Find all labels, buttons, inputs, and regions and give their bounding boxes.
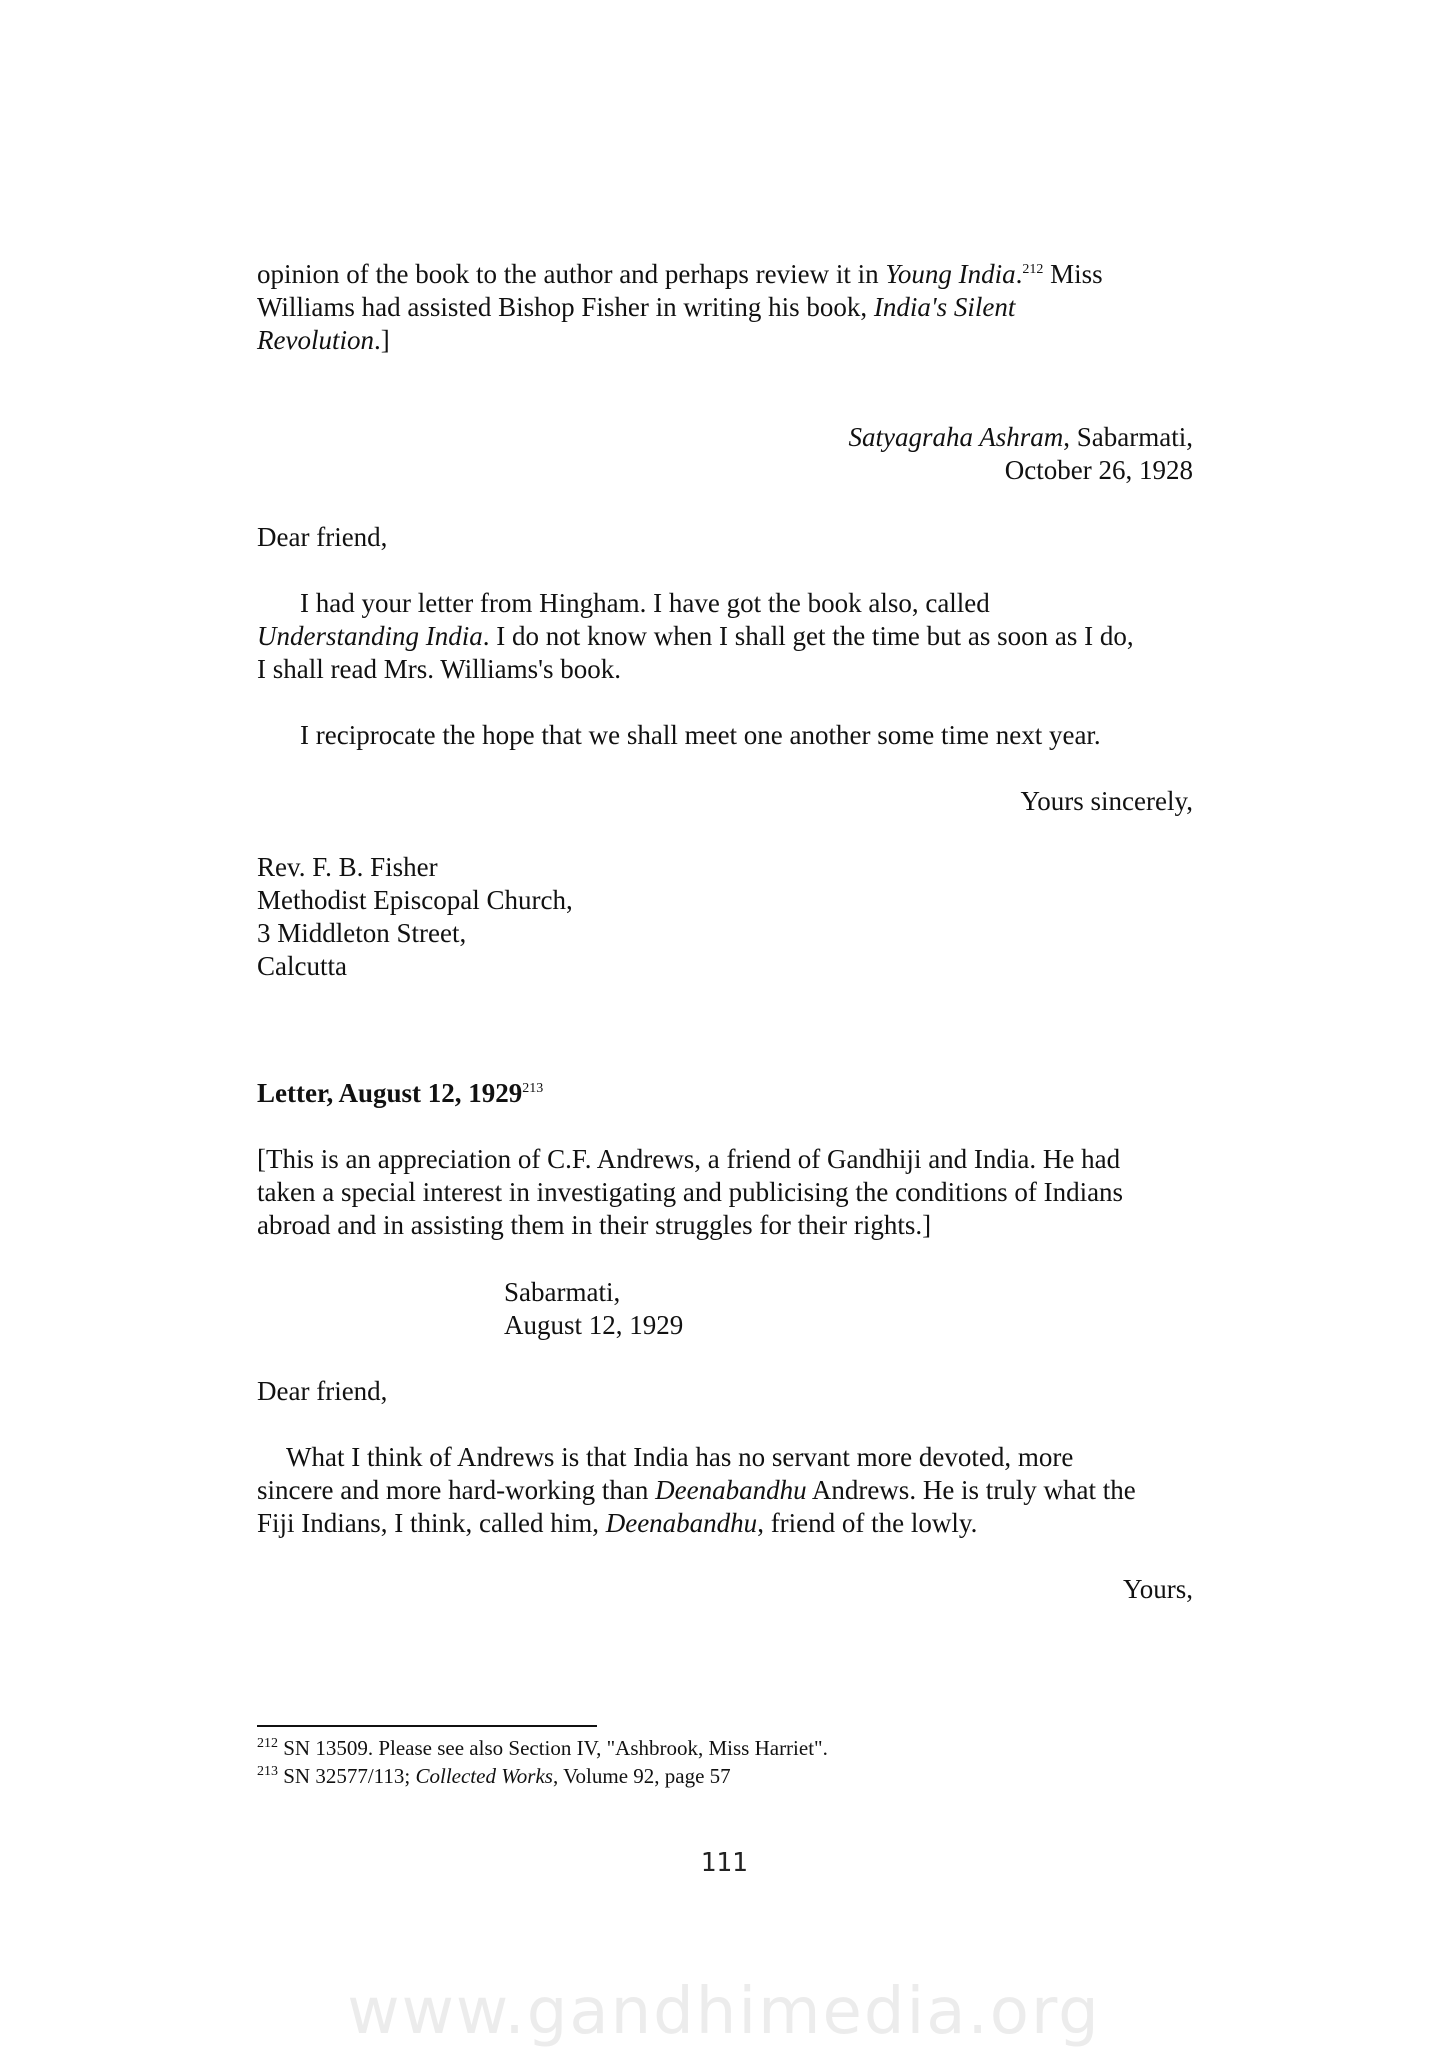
letter2-address: Sabarmati, bbox=[504, 1277, 621, 1307]
intro-text: opinion of the book to the author and perhaps review it in bbox=[257, 259, 886, 289]
intro-line-3 bbox=[257, 324, 390, 357]
letter2-heading bbox=[257, 1077, 543, 1110]
letter2-salutation: Dear friend, bbox=[257, 1376, 388, 1406]
letter1-p1-line3: I shall read Mrs. Williams's book. bbox=[257, 654, 621, 684]
footnote-text: , Volume 92, page 57 bbox=[552, 1764, 731, 1788]
footnote-ref-212[interactable]: 212 bbox=[1022, 262, 1044, 277]
letter2-p1-text: Fiji Indians, I think, called him, bbox=[257, 1508, 606, 1538]
letter2-p1-text: sincere and more hard-working than bbox=[257, 1475, 656, 1505]
letter2-intro-line-1: [This is an appreciation of C.F. Andrews, a friend of Gandhiji and India. He had bbox=[257, 1144, 1121, 1174]
footnote-212 bbox=[257, 1735, 828, 1762]
footnote-divider bbox=[257, 1725, 597, 1727]
letter1-recipient-org: Methodist Episcopal Church, bbox=[257, 885, 573, 915]
letter1-recipient-city: Calcutta bbox=[257, 951, 347, 981]
letter2-italic-term: Deenabandhu bbox=[605, 1508, 758, 1538]
intro-italic-title: India's Silent bbox=[873, 292, 1016, 322]
watermark: www.gandhimedia.org bbox=[347, 1975, 1101, 2049]
letter2-p1-line2 bbox=[257, 1474, 1136, 1507]
intro-line-1 bbox=[257, 258, 1103, 291]
intro-line-2 bbox=[257, 291, 1015, 324]
letter2-intro-line-2: taken a special interest in investigating and publicising the conditions of Indians bbox=[257, 1177, 1124, 1207]
letter1-p1-text: . I do not know when I shall get the time but as soon as I do, bbox=[482, 621, 1134, 651]
letter1-address bbox=[849, 421, 1193, 454]
letter1-p2: I reciprocate the hope that we shall meet one another some time next year. bbox=[300, 720, 1101, 750]
letter1-p1-line2 bbox=[257, 620, 1134, 653]
letter1-recipient-street: 3 Middleton Street, bbox=[257, 918, 467, 948]
intro-italic-title: Revolution bbox=[257, 325, 374, 355]
footnote-number: 213 bbox=[257, 1764, 278, 1779]
footnote-number: 212 bbox=[257, 1736, 278, 1751]
intro-text: . bbox=[1015, 259, 1023, 289]
letter1-address-place: Satyagraha Ashram bbox=[848, 422, 1064, 452]
footnote-ref-213[interactable]: 213 bbox=[522, 1081, 544, 1096]
letter2-p1-line1: What I think of Andrews is that India has no servant more devoted, more bbox=[286, 1442, 1074, 1472]
footnote-text: SN 13509. Please see also Section IV, "Ashbrook, Miss Harriet". bbox=[278, 1736, 828, 1760]
letter1-salutation: Dear friend, bbox=[257, 522, 388, 552]
intro-text: Miss bbox=[1043, 259, 1103, 289]
page-number: 111 bbox=[700, 1848, 748, 1878]
intro-italic-title: Young India bbox=[885, 259, 1016, 289]
footnote-italic-title: Collected Works bbox=[415, 1764, 553, 1788]
letter1-recipient-name: Rev. F. B. Fisher bbox=[257, 852, 438, 882]
intro-text: Williams had assisted Bishop Fisher in writing his book, bbox=[257, 292, 874, 322]
letter1-address-city: , Sabarmati, bbox=[1063, 422, 1193, 452]
letter2-heading-text: Letter, August 12, 1929 bbox=[257, 1078, 523, 1108]
letter2-p1-text: Andrews. He is truly what the bbox=[806, 1475, 1136, 1505]
footnote-text: SN 32577/113; bbox=[278, 1764, 416, 1788]
letter2-intro-line-3: abroad and in assisting them in their struggles for their rights.] bbox=[257, 1210, 932, 1240]
letter1-book-title: Understanding India bbox=[257, 621, 483, 651]
letter2-date: August 12, 1929 bbox=[504, 1310, 684, 1340]
intro-text: .] bbox=[373, 325, 390, 355]
letter1-date: October 26, 1928 bbox=[1004, 455, 1193, 485]
letter1-closing: Yours sincerely, bbox=[1020, 786, 1193, 816]
letter2-p1-line3 bbox=[257, 1507, 977, 1540]
footnote-213 bbox=[257, 1763, 731, 1790]
letter2-p1-text: , friend of the lowly. bbox=[757, 1508, 978, 1538]
letter1-p1-line1: I had your letter from Hingham. I have got the book also, called bbox=[300, 588, 990, 618]
letter2-closing: Yours, bbox=[1122, 1574, 1193, 1604]
letter2-italic-term: Deenabandhu bbox=[655, 1475, 807, 1505]
